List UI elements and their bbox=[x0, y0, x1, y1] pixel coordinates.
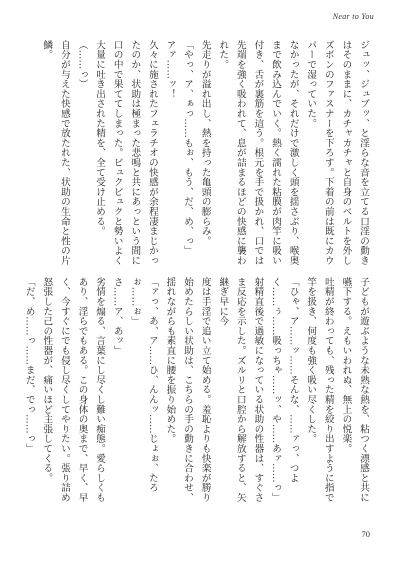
body-paragraph: 子どもが遊ぶような未熟な熱を、粘つく漂感と共に嚥下する。えもいわれぬ、無上の悦楽。 bbox=[340, 277, 369, 503]
page-number: 70 bbox=[361, 529, 370, 539]
body-paragraph: 射精直後で過敏になっている状助の性器は、すぐさま反応を示した。ズルリと口腔から解放すると、矢継ぎ早に今 bbox=[217, 277, 264, 503]
body-text bbox=[14, 40, 372, 504]
body-paragraph: なかったが、それだけで激しく頭を揺さぶり、喉奥まで飲み込んでいく。熱く濡れた粘膜が肉竿に吸い付き、舌が裏筋を這う。根元を手で扱かれ、口では先端を強く吸われて、息が詰まるほどの快感に襲われた。 bbox=[217, 40, 299, 266]
body-paragraph: 自分が与えた快感で放たれた、状助の生命と性の片鱗。 bbox=[41, 40, 70, 266]
body-paragraph: ジュッ、ジュブッ、と淫らな音を立てる口淫の動きはそのままに、カチャカチャと自身のベルトを外しズボンのファスナーを下ろす。下着の前は既にカウパーで湿っていた。 bbox=[305, 40, 369, 266]
body-paragraph: 久々に施されたフェラチオの快感が余程凄まじかったのか、状助は極まった悲鳴と共にあっという間に口の中で果ててしまった。ビュクビュクと勢いよく大量に吐き出された精を、全て受け止める。 bbox=[94, 40, 158, 266]
body-paragraph: 「だ、め……っ……まだ、でっ……っ」 bbox=[23, 277, 35, 454]
vertical-text-columns bbox=[14, 40, 372, 504]
body-paragraph: 「やっ、ア、ぁっ……もぉ、もう、だ、め、っ」 bbox=[182, 40, 194, 256]
body-paragraph: 吐精が終わっても、残った精を絞り出すように指で竿を扱き、何度も強く吸い尽くした。 bbox=[305, 277, 334, 503]
running-head: Near to You bbox=[332, 12, 374, 21]
body-paragraph: さ……ア、あッ」 bbox=[111, 277, 123, 356]
body-paragraph: 「ひゃ、ア……ッ……そんな、……ァっ、つよく……ぅ……吸っちゃ……ッ、や……あァ……っ」 bbox=[270, 277, 299, 503]
body-paragraph: （……っ） bbox=[76, 40, 88, 89]
body-paragraph: アァ……ッ！ bbox=[164, 40, 176, 99]
body-paragraph: 先走りが溢れ出し、熱を持った亀頭の膨らみ。 bbox=[199, 40, 211, 246]
body-paragraph: 「ァっ、あ、ア……ひ、んんッ……じょぉ、たろぉ……ぉ」 bbox=[129, 277, 158, 493]
body-paragraph: 劣情を煽る、言葉にし尽くし難い痴態。愛らしくもあり、淫らでもある。この身体の奥まで、早く、早く、今すぐにでも侵し尽くしてやりたい。張り詰め怒張した己の性器が、痛いほど主張してくる。 bbox=[41, 277, 106, 503]
body-paragraph: 度は手淫で追い立て始める。羞恥よりも快楽が勝り始めたらしい状助は、こちらの手の動きに合わせ、揺れながらも素直に腰を振り始めた。 bbox=[164, 277, 211, 503]
